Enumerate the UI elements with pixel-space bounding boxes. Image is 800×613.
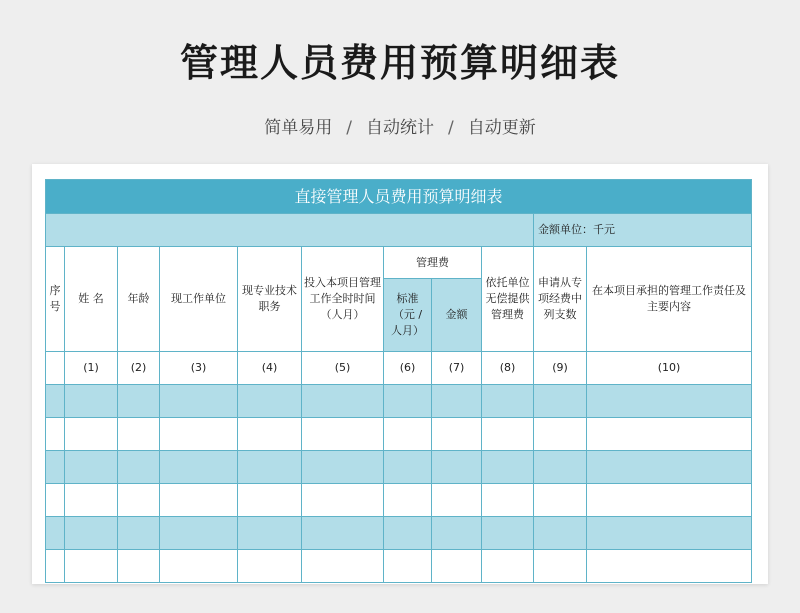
column-number: (4)	[238, 352, 302, 385]
table-cell[interactable]	[482, 385, 534, 418]
table-cell[interactable]	[482, 451, 534, 484]
table-cell[interactable]	[534, 484, 587, 517]
tag-separator: /	[346, 118, 352, 138]
spreadsheet-card	[32, 164, 768, 584]
table-cell[interactable]	[302, 550, 384, 583]
table-cell[interactable]	[160, 418, 238, 451]
table-cell[interactable]	[46, 352, 65, 385]
feature-tag: 自动更新	[467, 118, 536, 138]
column-number: (10)	[587, 352, 752, 385]
table-cell[interactable]	[432, 451, 482, 484]
feature-tags	[0, 113, 800, 138]
header-work-unit: 现工作单位	[160, 247, 238, 352]
column-number: (5)	[302, 352, 384, 385]
table-cell[interactable]	[482, 418, 534, 451]
table-cell[interactable]	[118, 517, 160, 550]
table-cell[interactable]	[302, 418, 384, 451]
header-amount: 金额	[432, 279, 482, 352]
table-cell[interactable]	[65, 484, 118, 517]
table-cell[interactable]	[482, 484, 534, 517]
table-cell[interactable]	[46, 214, 534, 247]
header-applied: 申请从专项经费中列支数	[534, 247, 587, 352]
table-cell[interactable]	[384, 517, 432, 550]
table-cell[interactable]	[302, 517, 384, 550]
column-number: (3)	[160, 352, 238, 385]
table-cell[interactable]	[46, 484, 65, 517]
table-cell[interactable]	[118, 484, 160, 517]
table-cell[interactable]	[65, 550, 118, 583]
table-row	[46, 418, 752, 451]
table-cell[interactable]	[238, 451, 302, 484]
header-time: 投入本项目管理工作全时时间（人月）	[302, 247, 384, 352]
table-cell[interactable]	[46, 451, 65, 484]
feature-tag: 自动统计	[366, 118, 434, 138]
table-cell[interactable]	[534, 418, 587, 451]
budget-table	[45, 179, 752, 583]
table-cell[interactable]	[432, 385, 482, 418]
table-cell[interactable]	[118, 418, 160, 451]
table-cell[interactable]	[118, 451, 160, 484]
column-number: (8)	[482, 352, 534, 385]
column-number: (6)	[384, 352, 432, 385]
table-cell[interactable]	[587, 517, 752, 550]
table-cell[interactable]	[587, 385, 752, 418]
table-row	[46, 451, 752, 484]
sheet-title: 直接管理人员费用预算明细表	[46, 180, 752, 214]
table-cell[interactable]	[238, 484, 302, 517]
header-job-title: 现专业技术职务	[238, 247, 302, 352]
table-row	[46, 550, 752, 583]
table-cell[interactable]	[238, 550, 302, 583]
table-cell[interactable]	[432, 517, 482, 550]
table-cell[interactable]	[534, 451, 587, 484]
header-fee-group: 管理费	[384, 247, 482, 279]
table-cell[interactable]	[65, 517, 118, 550]
table-cell[interactable]	[482, 517, 534, 550]
unit-label: 金额单位：千元	[534, 214, 752, 247]
header-standard: 标准（元 / 人月）	[384, 279, 432, 352]
table-cell[interactable]	[534, 517, 587, 550]
column-number-row	[46, 352, 752, 385]
table-cell[interactable]	[160, 550, 238, 583]
unit-row	[46, 214, 752, 247]
table-cell[interactable]	[46, 550, 65, 583]
table-cell[interactable]	[160, 451, 238, 484]
table-cell[interactable]	[384, 484, 432, 517]
tag-separator: /	[448, 118, 454, 138]
header-age: 年龄	[118, 247, 160, 352]
table-cell[interactable]	[384, 385, 432, 418]
page-title: 管理人员费用预算明细表	[179, 41, 620, 85]
table-cell[interactable]	[65, 385, 118, 418]
table-cell[interactable]	[432, 550, 482, 583]
table-row	[46, 517, 752, 550]
table-cell[interactable]	[432, 484, 482, 517]
header-duty: 在本项目承担的管理工作责任及主要内容	[587, 247, 752, 352]
table-cell[interactable]	[587, 484, 752, 517]
table-row	[46, 385, 752, 418]
header-name: 姓 名	[65, 247, 118, 352]
feature-tag: 简单易用	[264, 118, 333, 138]
column-number: (1)	[65, 352, 118, 385]
table-cell[interactable]	[46, 517, 65, 550]
table-cell[interactable]	[65, 418, 118, 451]
table-cell[interactable]	[587, 550, 752, 583]
header-entrusted: 依托单位无偿提供管理费	[482, 247, 534, 352]
header-row	[46, 247, 752, 279]
table-cell[interactable]	[65, 451, 118, 484]
column-number: (2)	[118, 352, 160, 385]
table-cell[interactable]	[160, 385, 238, 418]
table-cell[interactable]	[46, 385, 65, 418]
table-cell[interactable]	[118, 550, 160, 583]
table-cell[interactable]	[238, 418, 302, 451]
table-cell[interactable]	[160, 484, 238, 517]
table-cell[interactable]	[534, 385, 587, 418]
table-cell[interactable]	[384, 550, 432, 583]
table-cell[interactable]	[482, 550, 534, 583]
table-cell[interactable]	[432, 418, 482, 451]
table-cell[interactable]	[384, 451, 432, 484]
table-cell[interactable]	[534, 550, 587, 583]
table-cell[interactable]	[587, 451, 752, 484]
column-number: (9)	[534, 352, 587, 385]
table-cell[interactable]	[160, 517, 238, 550]
table-cell[interactable]	[587, 418, 752, 451]
table-cell[interactable]	[238, 385, 302, 418]
column-number: (7)	[432, 352, 482, 385]
table-row	[46, 484, 752, 517]
table-cell[interactable]	[302, 484, 384, 517]
table-cell[interactable]	[302, 385, 384, 418]
table-cell[interactable]	[118, 385, 160, 418]
table-cell[interactable]	[384, 418, 432, 451]
header-seq: 序号	[46, 247, 65, 352]
table-cell[interactable]	[238, 517, 302, 550]
table-cell[interactable]	[46, 418, 65, 451]
table-cell[interactable]	[302, 451, 384, 484]
